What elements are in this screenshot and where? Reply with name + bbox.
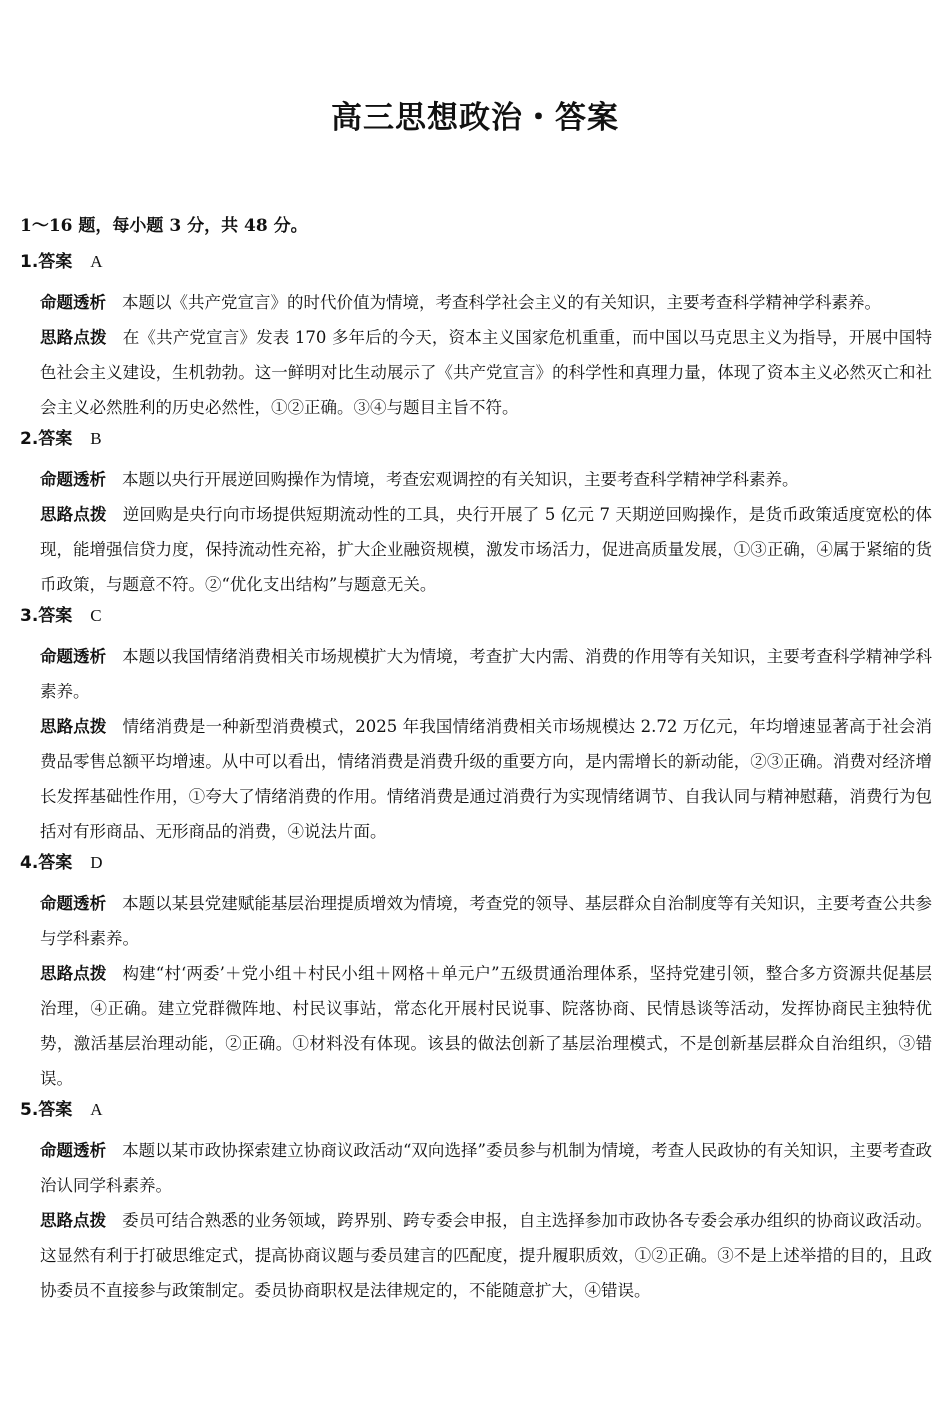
analysis-label: 命题透析	[40, 894, 107, 913]
answer-value: A	[90, 252, 103, 271]
analysis-paragraph	[40, 285, 932, 320]
section-intro: 1～16 题，每小题 3 分，共 48 分。	[20, 216, 308, 236]
idea-paragraph	[40, 320, 932, 425]
answer-value: A	[90, 1100, 103, 1119]
answer-line	[20, 425, 932, 462]
idea-text: 在《共产党宣言》发表 170 多年后的今天，资本主义国家危机重重，而中国以马克思主义为指导，开展中国特色社会主义建设，生机勃勃。这一鲜明对比生动展示了《共产党宣言》的科学性和真理力量，体现了资本主义必然灭亡和社会主义必然胜利的历史必然性，①②正确。③④与题目主旨不符。	[40, 328, 933, 417]
answer-label: 答案	[38, 1100, 73, 1120]
question-number: 5.	[20, 1100, 39, 1120]
answer-line	[20, 849, 932, 886]
idea-paragraph	[40, 1203, 932, 1308]
analysis-label: 命题透析	[40, 470, 106, 489]
question-number: 4.	[20, 853, 39, 873]
analysis-label: 命题透析	[40, 1141, 107, 1160]
answer-value: B	[90, 429, 102, 448]
analysis-text: 本题以我国情绪消费相关市场规模扩大为情境，考查扩大内需、消费的作用等有关知识，主要考查科学精神学科素养。	[40, 647, 933, 701]
analysis-paragraph	[40, 1133, 932, 1203]
analysis-label: 命题透析	[40, 647, 107, 666]
analysis-text: 本题以央行开展逆回购操作为情境，考查宏观调控的有关知识，主要考查科学精神学科素养。	[122, 470, 799, 489]
answer-label: 答案	[38, 606, 73, 626]
analysis-paragraph	[40, 886, 932, 956]
idea-paragraph	[40, 956, 932, 1096]
answer-value: D	[90, 853, 103, 872]
analysis-text: 本题以《共产党宣言》的时代价值为情境，考查科学社会主义的有关知识，主要考查科学精神学科素养。	[122, 293, 881, 312]
idea-text: 委员可结合熟悉的业务领域，跨界别、跨专委会申报，自主选择参加市政协各专委会承办组织的协商议政活动。这显然有利于打破思维定式，提高协商议题与委员建言的匹配度，提升履职质效，①②正确。③不是上述举措的目的，且政协委员不直接参与政策制定。委员协商职权是法律规定的，不能随意扩大，④错误。	[40, 1211, 933, 1300]
idea-paragraph	[40, 709, 932, 849]
question-1	[20, 248, 932, 425]
idea-paragraph	[40, 497, 932, 602]
question-5	[20, 1096, 932, 1308]
answer-line	[20, 1096, 932, 1133]
answer-list	[20, 248, 932, 1308]
idea-text: 逆回购是央行向市场提供短期流动性的工具，央行开展了 5 亿元 7 天期逆回购操作，是货币政策适度宽松的体现，能增强信贷力度，保持流动性充裕，扩大企业融资规模，激发市场活力，促进高质量发展，①③正确，④属于紧缩的货币政策，与题意不符。②“优化支出结构”与题意无关。	[40, 505, 932, 594]
question-4	[20, 849, 932, 1096]
analysis-paragraph	[40, 639, 932, 709]
idea-text: 情绪消费是一种新型消费模式，2025 年我国情绪消费相关市场规模达 2.72 万亿元，年均增速显著高于社会消费品零售总额平均增速。从中可以看出，情绪消费是消费升级的重要方向，是内需增长的新动能，②③正确。消费对经济增长发挥基础性作用，①夸大了情绪消费的作用。情绪消费是通过消费行为实现情绪调节、自我认同与精神慰藉，消费行为包括对有形商品、无形商品的消费，④说法片面。	[40, 717, 933, 841]
analysis-paragraph	[40, 462, 932, 497]
answer-label: 答案	[38, 252, 73, 272]
question-number: 1.	[20, 252, 39, 272]
answer-line	[20, 602, 932, 639]
answer-label: 答案	[38, 429, 73, 449]
page-title: 高三思想政治・答案	[331, 100, 619, 136]
idea-text: 构建“村‘两委’＋党小组＋村民小组＋网格＋单元户”五级贯通治理体系，坚持党建引领，整合多方资源共促基层治理，④正确。建立党群微阵地、村民议事站，常态化开展村民说事、院落协商、民情恳谈等活动，发挥协商民主独特优势，激活基层治理动能，②正确。①材料没有体现。该县的做法创新了基层治理模式，不是创新基层群众自治组织，③错误。	[40, 964, 932, 1088]
question-2	[20, 425, 932, 602]
analysis-text: 本题以某市政协探索建立协商议政活动“双向选择”委员参与机制为情境，考查人民政协的有关知识，主要考查政治认同学科素养。	[40, 1141, 933, 1195]
idea-label: 思路点拨	[40, 717, 107, 736]
question-3	[20, 602, 932, 849]
analysis-label: 命题透析	[40, 293, 106, 312]
analysis-text: 本题以某县党建赋能基层治理提质增效为情境，考查党的领导、基层群众自治制度等有关知识，主要考查公共参与学科素养。	[40, 894, 933, 948]
question-number: 3.	[20, 606, 39, 626]
idea-label: 思路点拨	[40, 964, 107, 983]
idea-label: 思路点拨	[40, 505, 107, 524]
answer-label: 答案	[38, 853, 73, 873]
idea-label: 思路点拨	[40, 1211, 107, 1230]
answer-value: C	[90, 606, 102, 625]
question-number: 2.	[20, 429, 39, 449]
idea-label: 思路点拨	[40, 328, 107, 347]
answer-line	[20, 248, 932, 285]
